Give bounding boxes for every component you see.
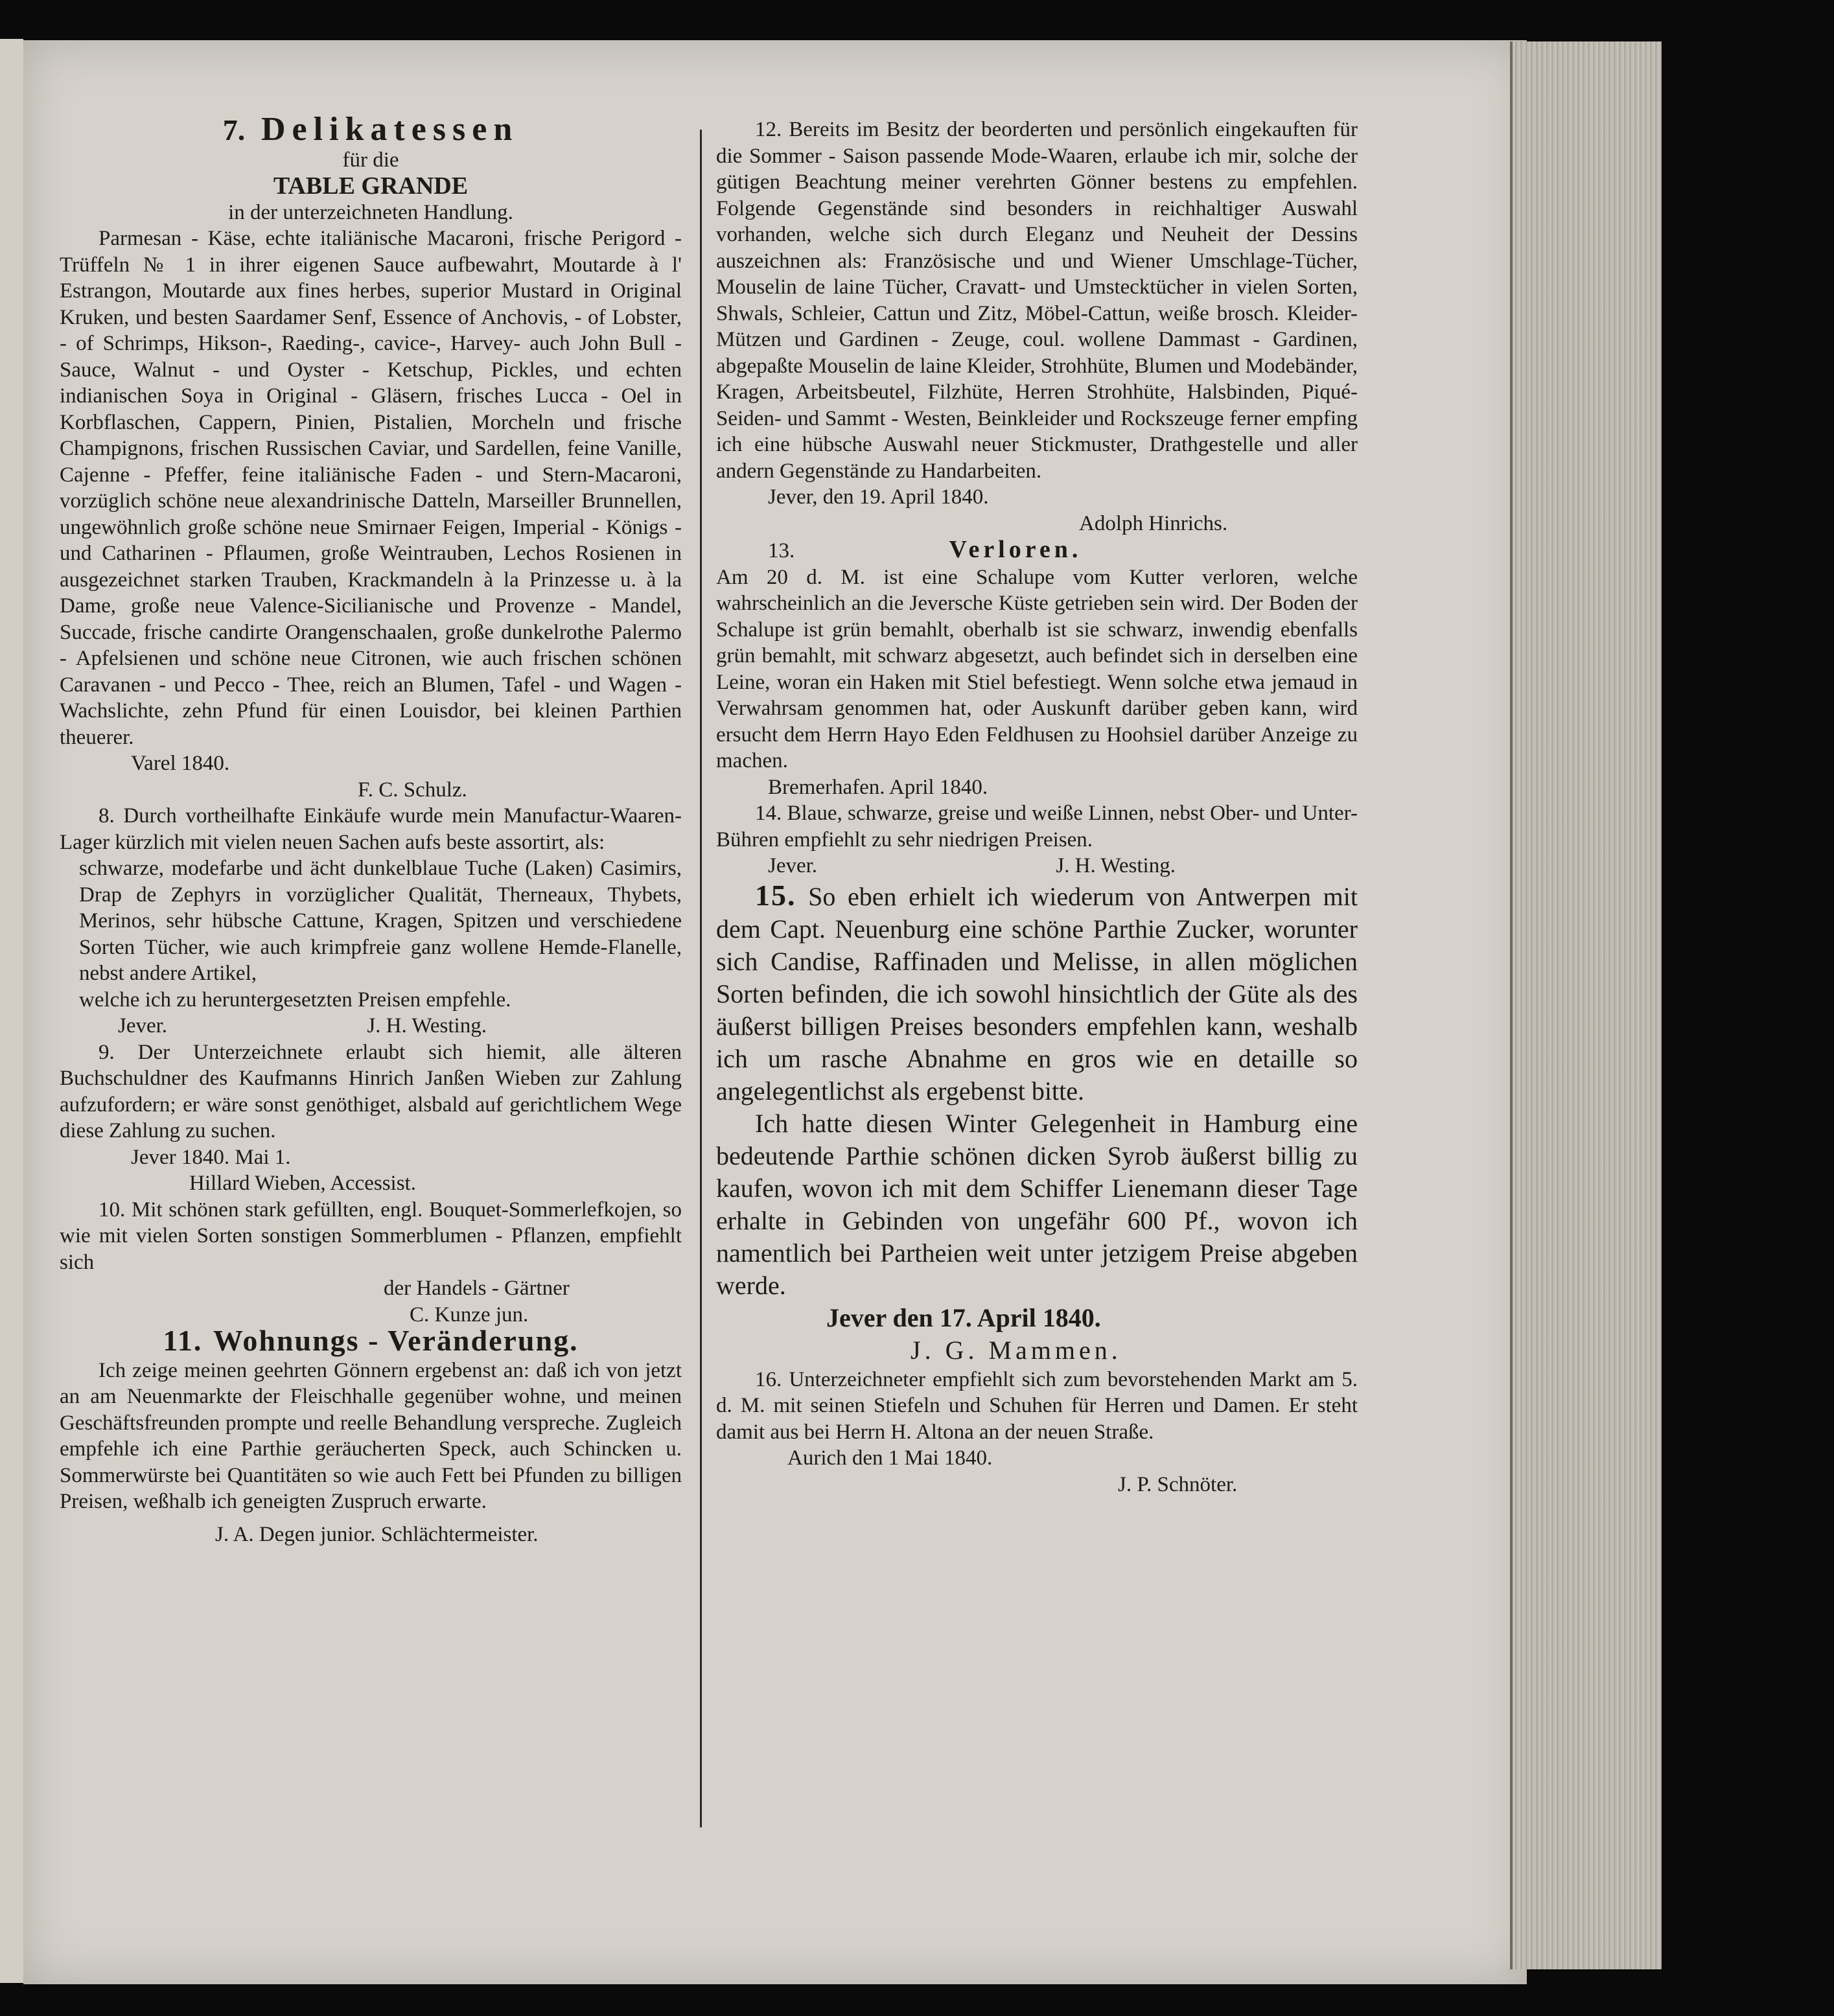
ad-8-closing: welche ich zu heruntergesetzten Preisen empfehle. [79, 988, 511, 1012]
ad-16-place: Aurich den 1 Mai 1840. [787, 1446, 993, 1470]
ad-13-place: Bremerhafen. April 1840. [768, 775, 988, 799]
ad-9-body: 9. Der Unterzeichnete erlaubt sich hiemit, alle älteren Buchschuldner des Kaufmanns Hinrich Janßen Wieben zur Zahlung aufzufordern; er wäre sonst genöthiget, alsbald auf gerichtlichem Wege diese Zahlung zu suchen. [60, 1040, 682, 1142]
ad-11-number: 11. [163, 1324, 203, 1357]
ad-15-paragraph-2: Ich hatte diesen Winter Gelegenheit in Hamburg eine bedeutende Parthie schönen dicken Syrob äußerst billig zu kaufen, wovon ich mit dem Schiffer Lienemann dieser Tage erhalte in Gebinden von ungefähr 600 Pf., wovon ich namentlich bei Partheien weit unter jetzigem Preise abgeben werde. [716, 1108, 1358, 1300]
left-column [60, 111, 682, 1547]
ad-10-signature-line2: C. Kunze jun. [410, 1303, 529, 1327]
ad-11 [60, 1324, 682, 1547]
column-divider [700, 130, 702, 1827]
ad-8-items: schwarze, modefarbe und ächt dunkelblaue Tuche (Laken) Casimirs, Drap de Zephyrs in vorzüglicher Qualität, Therneaux, Thybets, Merinos, sehr hübsche Cattune, Kragen, Spitzen und verschiedene Sorten Tücher, wie auch krimpfreie ganz wollene Hemde-Flanelle, nebst andere Artikel, [79, 857, 682, 985]
ad-7-fuer: für die [342, 148, 399, 172]
ad-8-signature: J. H. Westing. [367, 1014, 487, 1037]
ad-13 [716, 537, 1358, 800]
ad-8 [60, 803, 682, 1039]
ad-15-number: 15. [755, 878, 796, 912]
ad-14 [716, 800, 1358, 879]
facing-page-edge [0, 39, 23, 1983]
ad-9 [60, 1039, 682, 1197]
ad-12-place: Jever, den 19. April 1840. [768, 485, 989, 509]
ad-12 [716, 117, 1358, 537]
ad-11-signature: J. A. Degen junior. Schlächtermeister. [215, 1522, 539, 1546]
ad-13-number: 13. [768, 539, 795, 562]
ad-14-signature: J. H. Westing. [1056, 854, 1176, 877]
ad-15-signature: J. G. Mammen. [911, 1335, 1122, 1365]
ad-13-body: Am 20 d. M. ist eine Schalupe vom Kutter verloren, welche wahrscheinlich an die Jeversche Küste getrieben sein wird. Der Boden der Schalupe ist grün bemahlt, oberhalb ist sie schwarz, inwendig ebenfalls grün bemahlt, mit schwarz abgesetzt, auch befindet sich in derselben eine Leine, woran ein Haken mit Stiel befestiegt. Wenn solche etwa jemaud in Verwahrsam genommen hat, oder Auskunft darüber geben kann, wird ersucht dem Herrn Hayo Eden Feldhusen zu Hoohsiel darüber Anzeige zu machen. [716, 565, 1358, 772]
ad-7-title: Delikatessen [261, 111, 519, 148]
ad-15 [716, 879, 1358, 1367]
ad-12-signature: Adolph Hinrichs. [1079, 511, 1228, 535]
ad-12-body: 12. Bereits im Besitz der beorderten und persönlich eingekauften für die Sommer - Saison passende Mode-Waaren, erlaube ich mir, solche der gütigen Beachtung meiner verehrten Gönner bestens zu empfehlen. Folgende Gegenstände sind besonders in reichhaltiger Auswahl vorhanden, welche sich durch Eleganz und Neuheit der Dessins auszeichnen als: Französische und und Wiener Umschlage-Tücher, Mouselin de laine Tücher, Cravatt- und Umstecktücher in vielen Sorten, Shwals, Schleier, Cattun und Zitz, Möbel-Cattun, weiße brosch. Kleider- Mützen und Gardinen - Zeuge, coul. wollene Dammast - Gardinen, abgepaßte Mouselin de laine Kleider, Strohhüte, Blumen und Modebänder, Kragen, Arbeitsbeutel, Filzhüte, Herren Strohhüte, Halsbinden, Piqué- Seiden- und Sammt - Westen, Beinkleider und Rockszeuge ferner empfing ich eine hübsche Auswahl neuer Stickmuster, Drathgestelle und aller andern Gegenstände zu Handarbeiten. [716, 118, 1358, 483]
ad-13-title: Verloren. [949, 536, 1082, 563]
ad-11-body: Ich zeige meinen geehrten Gönnern ergebenst an: daß ich von jetzt an am Neuenmarkte der Fleischhalle gegenüber wohne, und meinen Geschäftsfreunden prompte und reelle Behandlung verspreche. Zugleich empfehle ich eine Parthie geräucherten Speck, auch Schincken u. Sommerwürste bei Quantitäten so wie auch Fett bei Pfunden zu billigen Preisen, weßhalb ich geneigten Zuspruch erwarte. [60, 1358, 682, 1513]
ad-15-lead: So eben erhielt ich wiederum von Antwerpen mit dem Capt. Neuenburg eine schöne Parthie Zucker, worunter sich Candise, Raffinaden und Melisse, in allen möglichen Sorten befinden, die ich sowohl hinsichtlich der Güte als des äußerst billigen Preises besonders empfehlen kann, weshalb ich um rasche Abnahme en gros wie en detaille so angelegentlichst als ergebenst bitte. [716, 881, 1358, 1106]
ad-7-table-grande: TABLE GRANDE [273, 172, 469, 200]
ad-8-intro: 8. Durch vortheilhafte Einkäufe wurde mein Manufactur-Waaren-Lager kürzlich mit vielen neuen Sachen aufs beste assortirt, als: [60, 804, 682, 854]
ad-7-place: Varel 1840. [131, 752, 230, 775]
ad-11-title: Wohnungs - Veränderung. [213, 1324, 579, 1357]
ad-15-place: Jever den 17. April 1840. [826, 1303, 1101, 1332]
ad-10-signature-line1: der Handels - Gärtner [384, 1277, 570, 1300]
ad-9-place: Jever 1840. Mai 1. [131, 1145, 291, 1169]
ad-14-place: Jever. [768, 854, 818, 877]
book-page-edges [1510, 41, 1662, 1969]
ad-10-body: 10. Mit schönen stark gefüllten, engl. Bouquet-Sommerlefkojen, so wie mit vielen Sorten sonstigen Sommerblumen - Pflanzen, empfiehlt sich [60, 1198, 682, 1274]
ad-7-body: Parmesan - Käse, echte italiänische Macaroni, frische Perigord - Trüffeln № 1 in ihrer eigenen Sauce aufbewahrt, Moutarde à l' Estrangon, Moutarde aux fines herbes, superior Mustard in Original Kruken, und besten Saardamer Senf, Essence of Anchovis, - of Lobster, - of Schrimps, Hikson-, Raeding-, cavice-, Harvey- auch John Bull - Sauce, Walnut - und Oyster - Ketschup, Pickles, und echten indianischen Soya in Original - Gläsern, frisches Lucca - Oel in Korbflaschen, Cappern, Pinien, Pistalien, Morcheln und frische Champignons, frischen Russischen Caviar, und Sardellen, feine Vanille, Cajenne - Pfeffer, feine italiänische Faden - und Stern-Macaroni, vorzüglich schöne neue alexandrinische Datteln, Marseiller Brunnellen, ungewöhnlich große schöne neue Smirnaer Feigen, Imperial - Königs - und Catharinen - Pflaumen, große Weintrauben, Lechos Rosienen in ausgezeichnet starken Trauben, Krackmandeln à la Prinzesse u. à la Dame, große neue Valence-Sicilianische und Provenze - Mandel, Succade, frische candirte Orangenschaalen, große dunkelrothe Palermo - Apfelsienen und schöne neue Citronen, wie auch frischen schönen Caravanen - und Pecco - Thee, reich an Blumen, Tafel - und Wagen - Wachslichte, zehn Pfund für einen Louisdor, bei kleinen Parthien theuerer. [60, 227, 682, 749]
ad-16-signature: J. P. Schnöter. [1118, 1472, 1238, 1496]
ad-7-number: 7. [222, 113, 246, 146]
ad-7-signature: F. C. Schulz. [358, 778, 467, 802]
ad-7-subtitle: in der unterzeichneten Handlung. [228, 200, 513, 224]
ad-9-signature: Hillard Wieben, Accessist. [189, 1172, 416, 1195]
ad-7 [60, 111, 682, 803]
ad-16-body: 16. Unterzeichneter empfiehlt sich zum bevorstehenden Markt am 5. d. M. mit seinen Stiefeln und Schuhen für Herren und Damen. Er steht damit aus bei Herrn H. Altona an der neuen Straße. [716, 1367, 1358, 1444]
ad-14-body: 14. Blaue, schwarze, greise und weiße Linnen, nebst Ober- und Unter-Bühren empfiehlt zu sehr niedrigen Preisen. [716, 802, 1358, 852]
ad-10 [60, 1197, 682, 1328]
ad-16 [716, 1367, 1358, 1498]
right-column [716, 117, 1358, 1498]
ad-8-place: Jever. [118, 1014, 168, 1037]
